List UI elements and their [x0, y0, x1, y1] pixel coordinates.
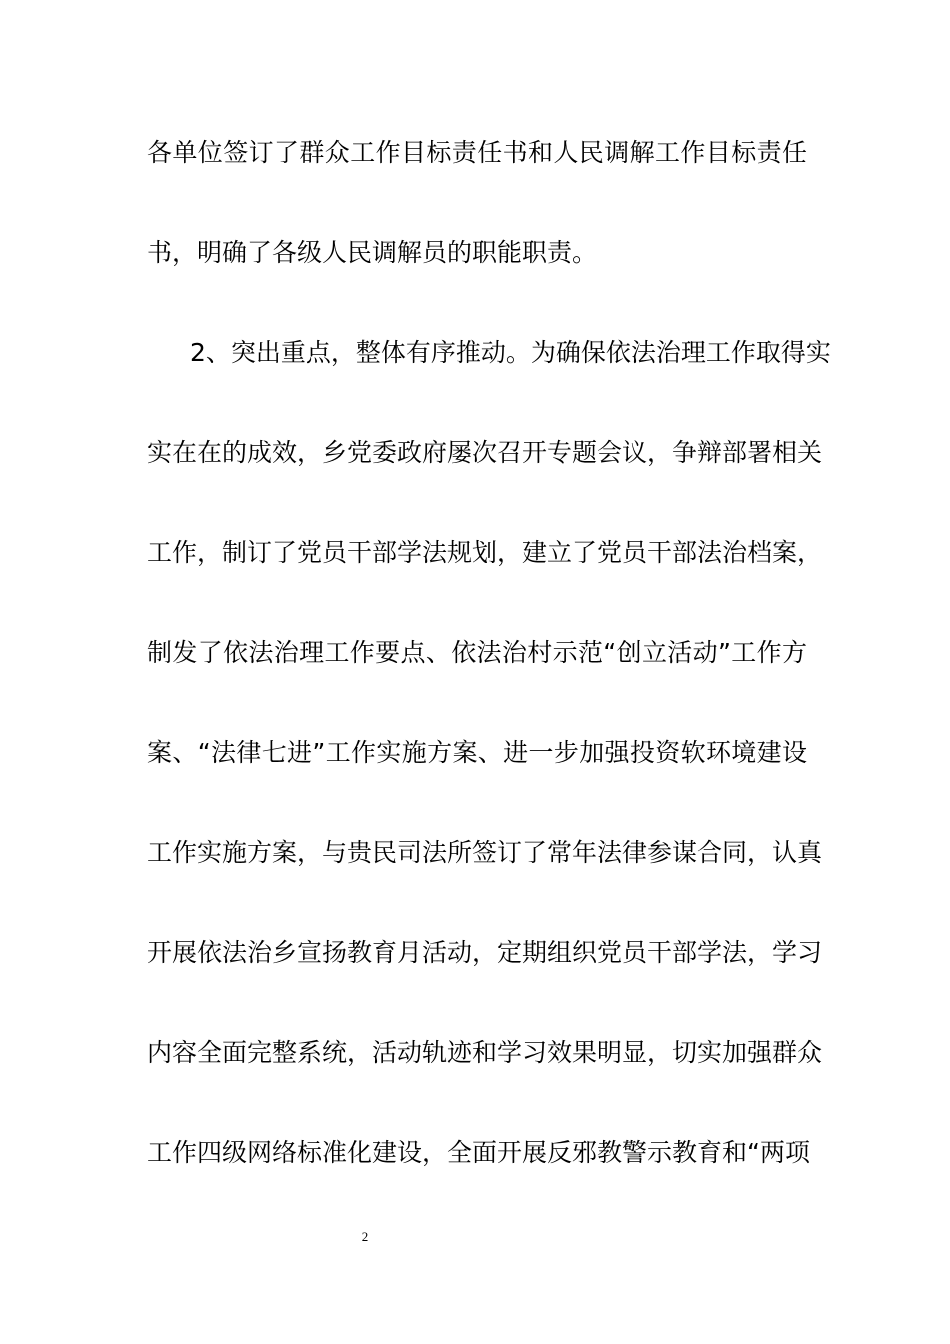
text-line: 各单位签订了群众工作目标责任书和人民调解工作目标责任	[147, 138, 807, 167]
text-line: 实在在的成效，乡党委政府屡次召开专题会议，争辩部署相关	[147, 438, 823, 467]
text-line: 书，明确了各级人民调解员的职能职责。	[147, 238, 598, 267]
text-line: 工作四级网络标准化建设，全面开展反邪教警示教育和“两项	[147, 1138, 810, 1167]
text-line: 案、“法律七进”工作实施方案、进一步加强投资软环境建设	[147, 738, 807, 767]
page-number: 2	[361, 1229, 369, 1244]
text-line: 制发了依法治理工作要点、依法治村示范“创立活动”工作方	[147, 638, 807, 667]
text-line: 工作实施方案，与贵民司法所签订了常年法律参谋合同，认真	[147, 838, 823, 867]
text-line: 开展依法治乡宣扬教育月活动，定期组织党员干部学法，学习	[147, 938, 823, 967]
text-line: 内容全面完整系统，活动轨迹和学习效果明显，切实加强群众	[147, 1038, 823, 1067]
text-line: 工作，制订了党员干部学法规划，建立了党员干部法治档案，	[147, 538, 823, 567]
paragraph-start-line: 2、突出重点，整体有序推动。为确保依法治理工作取得实	[190, 338, 831, 367]
